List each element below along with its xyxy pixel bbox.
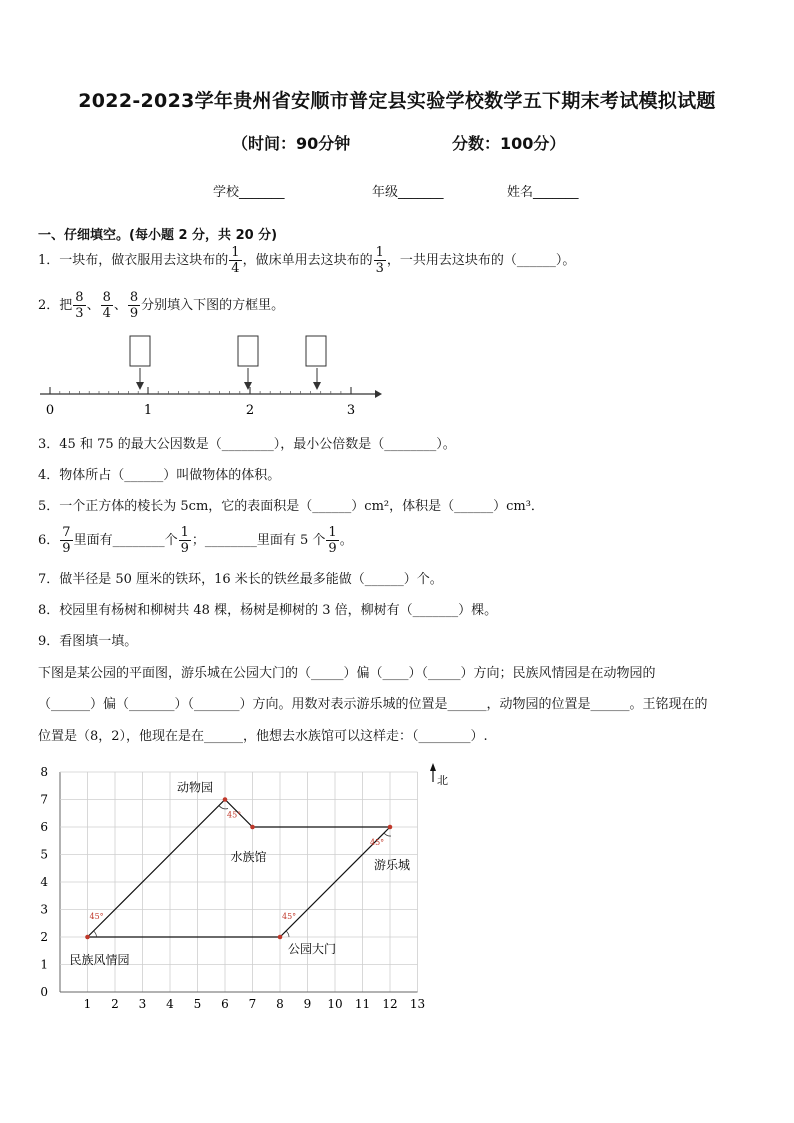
q1-text-b: ，做床单用去这块布的 (242, 253, 373, 268)
fraction: $\frac{1}{4}$ (231, 245, 240, 276)
fraction: $\frac{1}{3}$ (375, 245, 384, 276)
park-map-grid (30, 760, 460, 1020)
answer-box[interactable] (130, 336, 150, 366)
place-point (85, 935, 90, 940)
x-tick-label: 2 (111, 997, 119, 1011)
grade-field[interactable]: 年级_______ (372, 185, 444, 200)
question-5: 5．一个正方体的棱长为 5cm，它的表面积是（______）cm²，体积是（______）cm³． (38, 499, 544, 514)
place-point (278, 935, 283, 940)
x-tick-label: 10 (327, 997, 343, 1011)
y-tick-label: 8 (40, 765, 48, 779)
question-9-line-2: （______）偏（_______）（_______）方向。用数对表示游乐城的位置是______，动物园的位置是______。王铭现在的 (38, 697, 708, 712)
answer-box[interactable] (306, 336, 326, 366)
x-tick-label: 5 (193, 997, 202, 1011)
place-point (250, 825, 255, 830)
angle-label: 45° (370, 838, 385, 847)
x-tick-label: 8 (276, 997, 284, 1011)
fraction: $\frac{7}{9}$ (62, 525, 71, 556)
number-line-figure (30, 330, 390, 420)
x-tick-label: 6 (221, 997, 229, 1011)
place-label: 民族风情园 (69, 953, 130, 967)
section-heading: 一、仔细填空。(每小题 2 分，共 20 分) (38, 228, 278, 243)
place-label: 动物园 (176, 780, 214, 795)
place-point (388, 825, 393, 830)
y-tick-label: 4 (40, 875, 48, 889)
question-6: 6． $\frac{7}{9}$ 里面有________个 $\frac{1}{9}$ ；________里面有 5 个 $\frac{1}{9}$ 。 (38, 525, 353, 556)
tick-label: 3 (346, 403, 356, 418)
tick-label: 0 (45, 403, 55, 418)
q2-text-a: 2．把 (38, 298, 73, 313)
y-tick-label: 5 (40, 847, 48, 862)
question-4: 4．物体所占（______）叫做物体的体积。 (38, 468, 281, 483)
axis-arrow (375, 390, 382, 398)
x-tick-label: 9 (303, 997, 312, 1011)
x-tick-label: 13 (409, 997, 426, 1011)
q1-text-a: 1．一块布，做衣服用去这块布的 (38, 253, 229, 268)
pointer-arrow-head (244, 382, 252, 390)
north-label: 北 (437, 774, 448, 787)
tick-label: 1 (143, 403, 153, 418)
angle-label: 45° (89, 912, 104, 921)
x-tick-label: 1 (83, 997, 92, 1011)
tick-label: 2 (245, 403, 255, 418)
y-tick-label: 1 (40, 957, 48, 972)
question-9-heading: 9．看图填一填。 (38, 634, 138, 649)
angle-arc (219, 806, 228, 809)
angle-arc (286, 931, 289, 937)
question-2: 2．把 $\frac{8}{3}$ 、 $\frac{8}{4}$ 、 $\frac{8}{9}$ 分别填入下图的方框里。 (38, 290, 285, 321)
y-tick-label: 2 (40, 930, 48, 944)
question-9-line-3: 位置是（8，2），他现在是在______，他想去水族馆可以这样走：（________）. (38, 729, 488, 744)
fraction: $\frac{8}{3}$ (75, 290, 84, 321)
q1-text-c: ，一共用去这块布的（______）。 (386, 253, 576, 268)
name-field[interactable]: 姓名_______ (507, 185, 579, 200)
angle-arc (94, 931, 97, 937)
place-labels (70, 780, 411, 968)
y-tick-label: 3 (40, 902, 48, 917)
angle-label: 45° (227, 810, 242, 820)
x-tick-label: 3 (138, 997, 147, 1011)
fraction: $\frac{8}{4}$ (102, 290, 111, 321)
school-field[interactable]: 学校_______ (213, 185, 285, 200)
question-9-line-1: 下图是某公园的平面图，游乐城在公园大门的（_____）偏（____）（_____）方向；民族风情园是在动物园的 (38, 666, 656, 681)
fraction: $\frac{1}{9}$ (328, 525, 337, 556)
angle-label: 45° (282, 912, 297, 921)
x-tick-label: 12 (382, 997, 398, 1011)
answer-box[interactable] (238, 336, 258, 366)
exam-score: 分数：100分） (452, 134, 566, 153)
place-label: 水族馆 (230, 850, 267, 864)
place-label: 游乐城 (373, 858, 411, 872)
q2-text-b: 分别填入下图的方框里。 (141, 298, 285, 313)
y-tick-label: 0 (40, 985, 48, 999)
question-7: 7．做半径是 50 厘米的铁环，16 米长的铁丝最多能做（______）个。 (38, 572, 443, 587)
place-point (223, 797, 228, 802)
north-arrow-head (430, 763, 436, 771)
place-label: 公园大门 (287, 942, 337, 956)
question-3: 3．45 和 75 的最大公因数是（________），最小公倍数是（________）。 (38, 437, 456, 452)
y-tick-label: 6 (40, 820, 48, 834)
fraction: $\frac{8}{9}$ (129, 290, 139, 321)
grid-tick-labels (40, 765, 425, 1011)
y-tick-label: 7 (40, 792, 48, 807)
park-outline (88, 800, 391, 938)
x-tick-label: 4 (166, 997, 174, 1011)
page-title: 2022-2023学年贵州省安顺市普定县实验学校数学五下期末考试模拟试题 (78, 90, 716, 112)
x-tick-label: 7 (248, 997, 257, 1011)
park-route-shape (85, 797, 392, 939)
pointer-arrow-head (136, 382, 144, 390)
fraction: $\frac{1}{9}$ (180, 525, 189, 556)
question-8: 8．校园里有杨树和柳树共 48 棵，杨树是柳树的 3 倍，柳树有（_______）棵。 (38, 603, 498, 618)
exam-time: （时间：90分钟 (232, 134, 351, 153)
question-1 (38, 245, 575, 276)
x-tick-label: 11 (354, 997, 371, 1011)
pointer-arrow-head (313, 382, 321, 390)
